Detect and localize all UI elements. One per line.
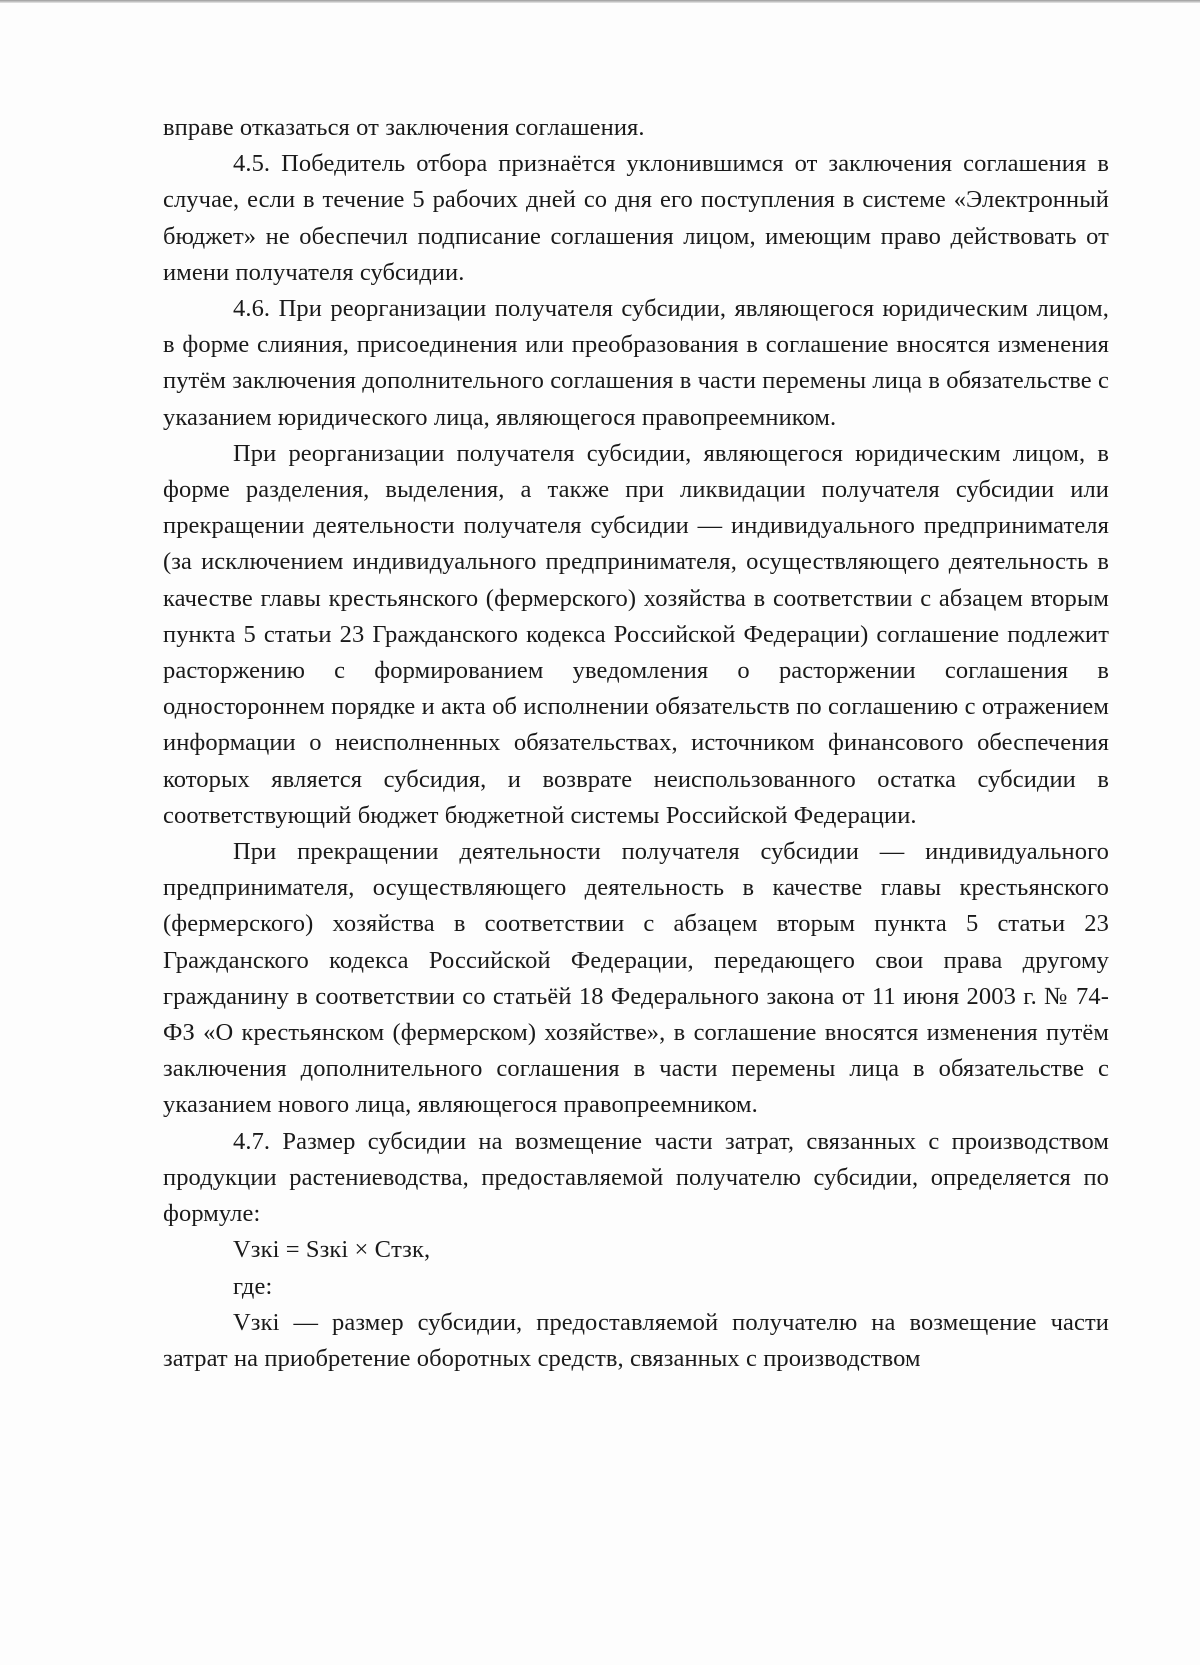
subsidy-formula: Vзкi = Sзкi × Cтзк,: [233, 1236, 431, 1264]
paragraph-continuation: вправе отказаться от заключения соглашения.: [163, 114, 645, 141]
formula-where-label: где:: [233, 1272, 273, 1300]
paragraph-4-6: 4.6. При реорганизации получателя субсидии, являющегося юридическим лицом, в форме слияния, присоединения или преобразования в соглашение вносятся изменения путём заключения дополнительного соглашения в части перемены лица в обязательстве с указанием юридического лица, являющегося правопреемником.: [163, 295, 1109, 431]
paragraph-reorganization: При реорганизации получателя субсидии, являющегося юридическим лицом, в форме разделения, выделения, а также при ликвидации получателя субсидии или прекращении деятельности получателя субсидии — индивидуального предпринимателя (за исключением индивидуального предпринимателя, осуществляющего деятельность в качестве главы крестьянского (фермерского) хозяйства в соответствии с абзацем вторым пункта 5 статьи 23 Гражданского кодекса Российской Федерации) соглашение подлежит расторжению с формированием уведомления о расторжении соглашения в одностороннем порядке и акта об исполнении обязательств по соглашению с отражением информации о неисполненных обязательствах, источником финансового обеспечения которых является субсидия, и возврате неиспользованного остатка субсидии в соответствующий бюджет бюджетной системы Российской Федерации.: [163, 439, 1109, 829]
paragraph-termination: При прекращении деятельности получателя субсидии — индивидуального предпринимателя, осуществляющего деятельность в качестве главы крестьянского (фермерского) хозяйства в соответствии с абзацем вторым пункта 5 статьи 23 Гражданского кодекса Российской Федерации, передающего свои права другому гражданину в соответствии со статьёй 18 Федерального закона от 11 июня 2003 г. № 74-ФЗ «О крестьянском (фермерском) хозяйстве», в соглашение вносятся изменения путём заключения дополнительного соглашения в части перемены лица в обязательстве с указанием нового лица, являющегося правопреемником.: [163, 838, 1109, 1119]
document-body: [163, 110, 1109, 1377]
formula-definition-vzki: Vзкi — размер субсидии, предоставляемой получателю на возмещение части затрат на приобретение оборотных средств, связанных с производством: [163, 1308, 1109, 1372]
scan-top-edge: [0, 0, 1200, 3]
paragraph-4-5: 4.5. Победитель отбора признаётся уклонившимся от заключения соглашения в случае, если в течение 5 рабочих дней со дня его поступления в системе «Электронный бюджет» не обеспечил подписание соглашения лицом, имеющим право действовать от имени получателя субсидии.: [163, 150, 1109, 286]
paragraph-4-7: 4.7. Размер субсидии на возмещение части затрат, связанных с производством продукции растениеводства, предоставляемой получателю субсидии, определяется по формуле:: [163, 1127, 1109, 1228]
